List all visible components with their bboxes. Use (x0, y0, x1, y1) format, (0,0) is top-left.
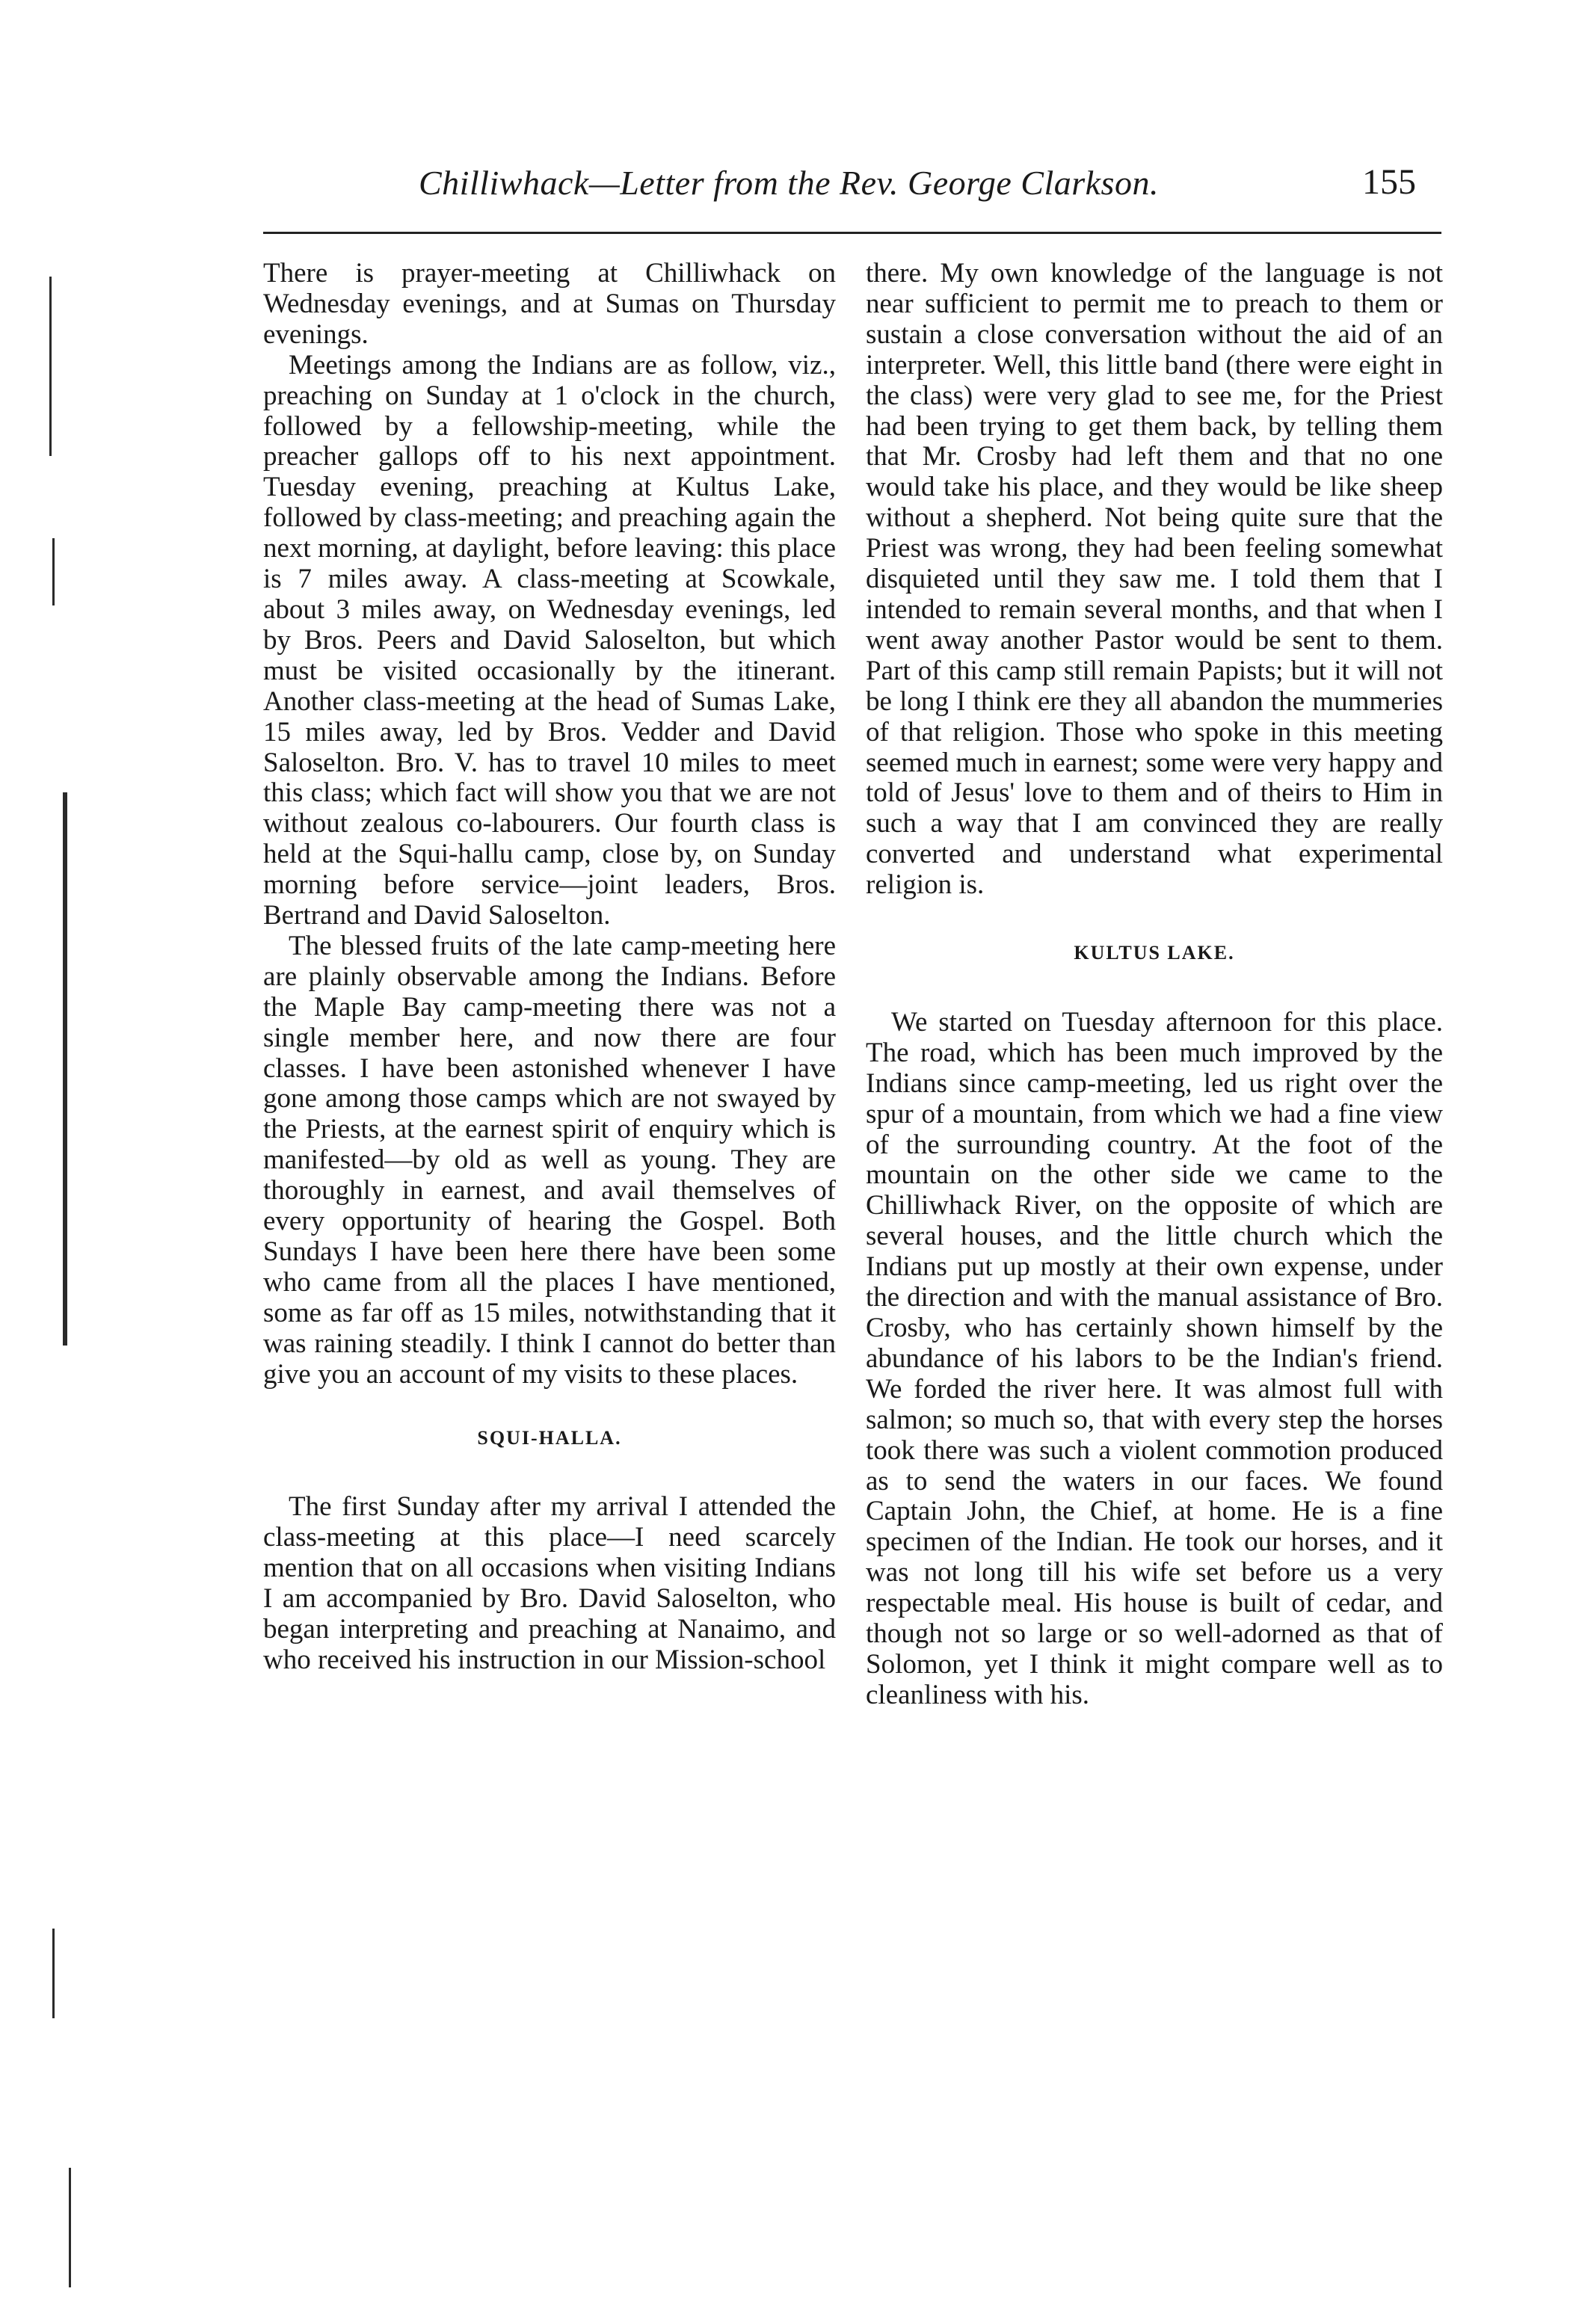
section-heading-squi-halla: SQUI-HALLA. (477, 1426, 622, 1449)
right-column (866, 259, 1443, 1711)
header-rule (263, 232, 1441, 234)
paragraph: there. My own knowledge of the language is not near sufficient to permit me to preach to them or sustain a close conversation without the aid of an interpreter. Well, this little band (there were eight in the class) were very glad to see me, for the Priest had been trying to get them back, by telling them that Mr. Crosby had left them and that no one would take his place, and they would be like sheep without a shepherd. Not being quite sure that the Priest was wrong, they had been feeling somewhat disquieted until they saw me. I told them that I intended to remain several months, and that when I went away another Pastor would be sent to them. Part of this camp still remain Papists; but it will not be long I think ere they all abandon the mummeries of that religion. Those who spoke in this meeting seemed much in earnest; some were very happy and told of Jesus' love to them and of theirs to Him in such a way that I am convinced they are really converted and understand what experimental religion is. (866, 258, 1443, 901)
paragraph: The blessed fruits of the late camp-meeting here are plainly observable among the Indians. Before the Maple Bay camp-meeting there was not a single member here, and now there are four classes. I have been astonished whenever I have gone among those camps which are not swayed by the Priests, at the earnest spirit of enquiry which is manifested—by old as well as young. They are thoroughly in earnest, and avail themselves of every opportunity of hearing the Gospel. Both Sundays I have been here there have been some who came from all the places I have mentioned, some as far off as 15 miles, notwithstanding that it was raining steadily. I think I cannot do better than give you an account of my visits to these places. (263, 930, 836, 1390)
page-number: 155 (1362, 162, 1416, 202)
margin-mark (63, 792, 67, 1346)
paragraph: There is prayer-meeting at Chilliwhack on Wednesday evenings, and at Sumas on Thursday evenings. (263, 258, 836, 350)
paragraph: We started on Tuesday afternoon for this place. The road, which has been much improved by the Indians since camp-meeting, led us right over the spur of a mountain, from which we had a fine view of the surrounding country. At the foot of the mountain on the other side we came to the Chilliwhack River, on the opposite of which are several houses, and the little church which the Indians put up mostly at their own expense, under the direction and with the manual assistance of Bro. Crosby, who has certainly shown himself by the abundance of his labors to be the Indian's friend. We forded the river here. It was almost full with salmon; so much so, that with every step the horses took there was such a violent commotion produced as to send the waters in our faces. We found Captain John, the Chief, at home. He is a fine specimen of the Indian. He took our horses, and it was not long till his wife set before us a very respectable meal. His house is built of cedar, and though not so large or so well-adorned as that of Solomon, yet I think it might compare well as to cleanliness with his. (866, 1006, 1443, 1710)
paragraph: Meetings among the Indians are as follow, viz., preaching on Sunday at 1 o'clock in the church, followed by a fellowship-meeting, while the preacher gallops off to his next appointment. Tuesday evening, preaching at Kultus Lake, followed by class-meeting; and preaching again the next morning, at daylight, before leaving: this place is 7 miles away. A class-meeting at Scowkale, about 3 miles away, on Wednesday evenings, led by Bros. Peers and David Saloselton, but which must be visited occasionally by the itinerant. Another class-meeting at the head of Sumas Lake, 15 miles away, led by Bros. Vedder and David Saloselton. Bro. V. has to travel 10 miles to meet this class; which fact will show you that we are not without zealous co-labourers. Our fourth class is held at the Squi-hallu camp, close by, on Sunday morning before service—joint leaders, Bros. Bertrand and David Saloselton. (263, 349, 836, 931)
paragraph: The first Sunday after my arrival I attended the class-meeting at this place—I need scarcely mention that on all occasions when visiting Indians I am accompanied by Bro. David Saloselton, who began interpreting and preaching at Nanaimo, and who received his instruction in our Mission-school (263, 1491, 836, 1675)
margin-mark (49, 277, 52, 456)
left-column (263, 259, 836, 1676)
margin-mark (52, 538, 55, 605)
margin-mark (52, 1929, 55, 2018)
margin-mark (69, 2168, 71, 2287)
section-heading-kultus-lake: KULTUS LAKE. (1074, 942, 1235, 964)
running-title: Chilliwhack—Letter from the Rev. George Clarkson. (419, 164, 1159, 202)
